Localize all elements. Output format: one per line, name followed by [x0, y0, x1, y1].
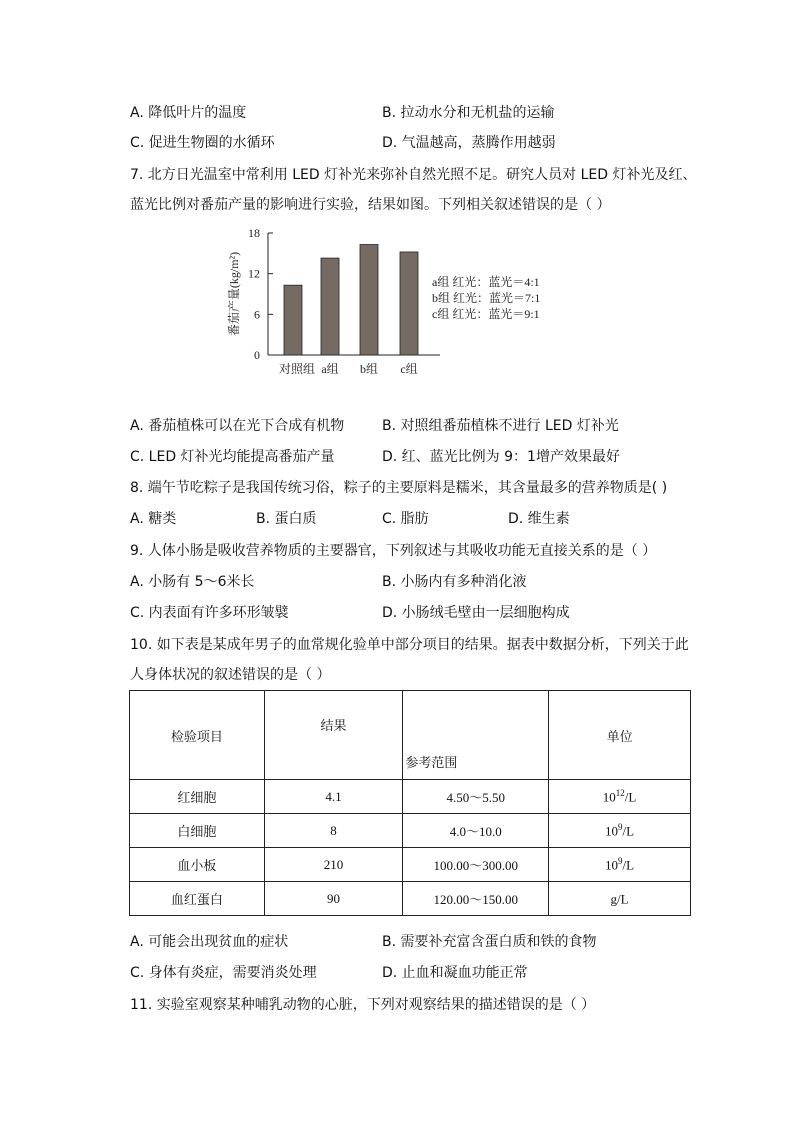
- x-tick-label: a组: [321, 362, 339, 376]
- header-unit: 单位: [549, 691, 691, 780]
- q8-stem: 8. 端午节吃粽子是我国传统习俗，粽子的主要原料是糯米，其含量最多的营养物质是( ): [130, 480, 668, 496]
- table-header-row: [130, 691, 691, 780]
- bar-3: [400, 252, 418, 355]
- table-row: [130, 882, 691, 916]
- q9-stem: 9. 人体小肠是吸收营养物质的主要器官，下列叙述与其吸收功能无直接关系的是（ ）: [130, 543, 657, 559]
- q10-stem-line1: 10. 如下表是某成年男子的血常规化验单中部分项目的结果。据表中数据分析，下列关于此: [130, 637, 689, 653]
- blood-test-table: [129, 690, 691, 916]
- q8-option-c: C. 脂肪: [382, 511, 429, 527]
- legend-entry: a组 红光：蓝光＝4:1: [432, 275, 540, 289]
- table-row: [130, 814, 691, 848]
- table-row: [130, 848, 691, 882]
- q10-option-b: B. 需要补充富含蛋白质和铁的食物: [382, 934, 597, 950]
- y-axis-label: 番茄产量(kg/m²): [227, 251, 241, 337]
- tomato-yield-chart: [220, 222, 580, 382]
- row-item: 血红蛋白: [130, 882, 265, 916]
- q8-option-b: B. 蛋白质: [256, 511, 317, 527]
- row-result: 90: [264, 882, 403, 916]
- row-item: 白细胞: [130, 814, 265, 848]
- row-unit: $10^9/L$: [549, 814, 691, 848]
- q6-option-d: D. 气温越高，蒸腾作用越弱: [382, 135, 556, 151]
- y-tick-label: 0: [254, 348, 260, 362]
- row-result: 8: [264, 814, 403, 848]
- legend-entry: b组 红光：蓝光＝7:1: [432, 291, 541, 305]
- q9-option-c: C. 内表面有许多环形皱襞: [130, 605, 289, 621]
- q9-option-b: B. 小肠内有多种消化液: [382, 574, 527, 590]
- chart-legend: [432, 274, 540, 321]
- row-item: 血小板: [130, 848, 265, 882]
- q7-option-d: D. 红、蓝光比例为 9：1增产效果最好: [382, 449, 620, 465]
- q10-option-d: D. 止血和凝血功能正常: [382, 965, 528, 981]
- q9-option-a: A. 小肠有 5～6米长: [130, 574, 255, 590]
- row-unit: $10^{12}/L$: [549, 780, 691, 814]
- bar-2: [360, 245, 378, 355]
- x-tick-label: 对照组: [278, 362, 316, 376]
- y-tick-label: 12: [248, 266, 260, 281]
- row-unit: $10^9/L$: [549, 848, 691, 882]
- table-row: [130, 780, 691, 814]
- row-range: 100.00～300.00: [403, 848, 549, 882]
- q10-option-c: C. 身体有炎症，需要消炎处理: [130, 965, 317, 981]
- q6-option-b: B. 拉动水分和无机盐的运输: [382, 105, 555, 121]
- q8-option-d: D. 维生素: [508, 511, 570, 527]
- header-range: 参考范围: [403, 691, 549, 780]
- row-result: 210: [264, 848, 403, 882]
- x-tick-label: b组: [359, 362, 379, 376]
- q9-option-d: D. 小肠绒毛壁由一层细胞构成: [382, 605, 570, 621]
- bar-0: [284, 285, 302, 355]
- legend-entry: c组 红光：蓝光＝9:1: [432, 307, 540, 321]
- chart-bars: [284, 245, 418, 355]
- q8-option-a: A. 糖类: [130, 511, 177, 527]
- row-result: 4.1: [264, 780, 403, 814]
- q6-option-a: A. 降低叶片的温度: [130, 105, 247, 121]
- row-range: 120.00～150.00: [403, 882, 549, 916]
- row-range: 4.50～5.50: [403, 780, 549, 814]
- header-item: 检验项目: [130, 691, 265, 780]
- q10-option-a: A. 可能会出现贫血的症状: [130, 934, 289, 950]
- y-tick-label: 18: [248, 226, 260, 240]
- q11-stem: 11. 实验室观察某种哺乳动物的心脏，下列对观察结果的描述错误的是（ ）: [130, 997, 596, 1013]
- q7-option-c: C. LED 灯补光均能提高番茄产量: [130, 449, 335, 465]
- row-range: 4.0～10.0: [403, 814, 549, 848]
- row-unit: g/L: [549, 882, 691, 916]
- q7-option-b: B. 对照组番茄植株不进行 LED 灯补光: [382, 418, 619, 434]
- header-result: 结果: [264, 691, 403, 780]
- y-tick-label: 6: [254, 307, 260, 322]
- q6-option-c: C. 促进生物圈的水循环: [130, 135, 275, 151]
- bar-1: [321, 258, 339, 355]
- x-tick-label: c组: [400, 362, 418, 376]
- row-item: 红细胞: [130, 780, 265, 814]
- q7-stem-line2: 蓝光比例对番茄产量的影响进行实验，结果如图。下列相关叙述错误的是（ ）: [130, 197, 611, 213]
- q7-stem-line1: 7. 北方日光温室中常利用 LED 灯补光来弥补自然光照不足。研究人员对 LED 灯补光及红、: [130, 167, 697, 183]
- q7-option-a: A. 番茄植株可以在光下合成有机物: [130, 418, 345, 434]
- q10-stem-line2: 人身体状况的叙述错误的是（ ）: [130, 667, 331, 683]
